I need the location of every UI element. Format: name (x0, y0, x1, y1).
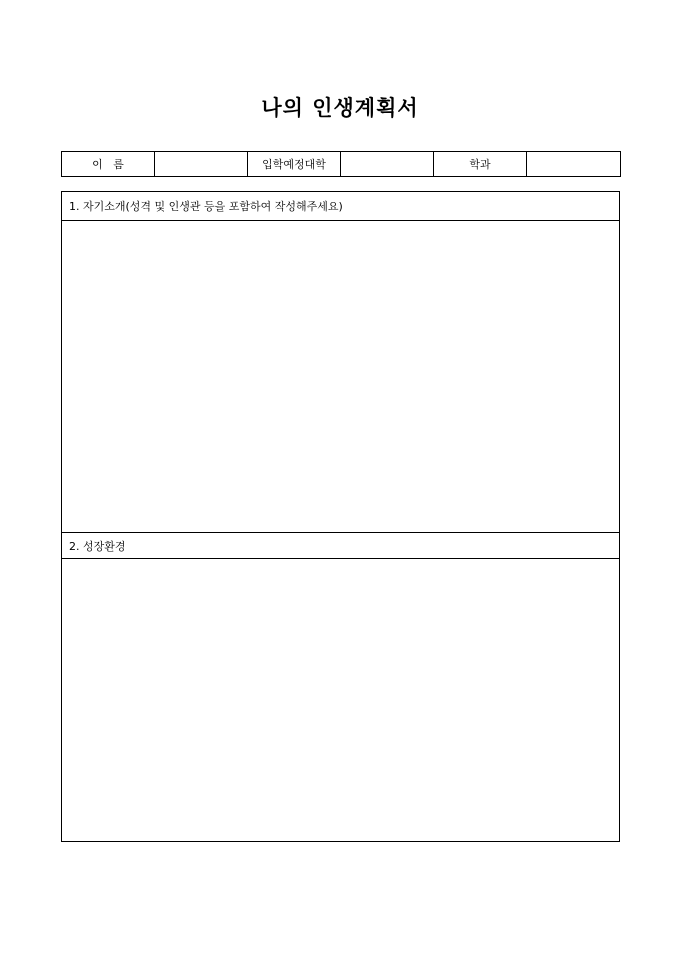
university-field[interactable] (341, 152, 434, 177)
section-2-heading: 2. 성장환경 (62, 533, 620, 559)
section-1-heading: 1. 자기소개(성격 및 인생관 등을 포함하여 작성해주세요) (62, 192, 620, 221)
essay-sections-table (61, 191, 620, 842)
section-2-content-area[interactable] (62, 559, 620, 842)
university-label: 입학예정대학 (248, 152, 341, 177)
section-1-content-area[interactable] (62, 221, 620, 533)
department-label: 학과 (434, 152, 527, 177)
name-label: 이 름 (62, 152, 155, 177)
applicant-info-row (62, 152, 621, 177)
document-title: 나의 인생계획서 (261, 96, 419, 120)
department-field[interactable] (527, 152, 621, 177)
name-field[interactable] (155, 152, 248, 177)
applicant-info-table (61, 151, 621, 177)
